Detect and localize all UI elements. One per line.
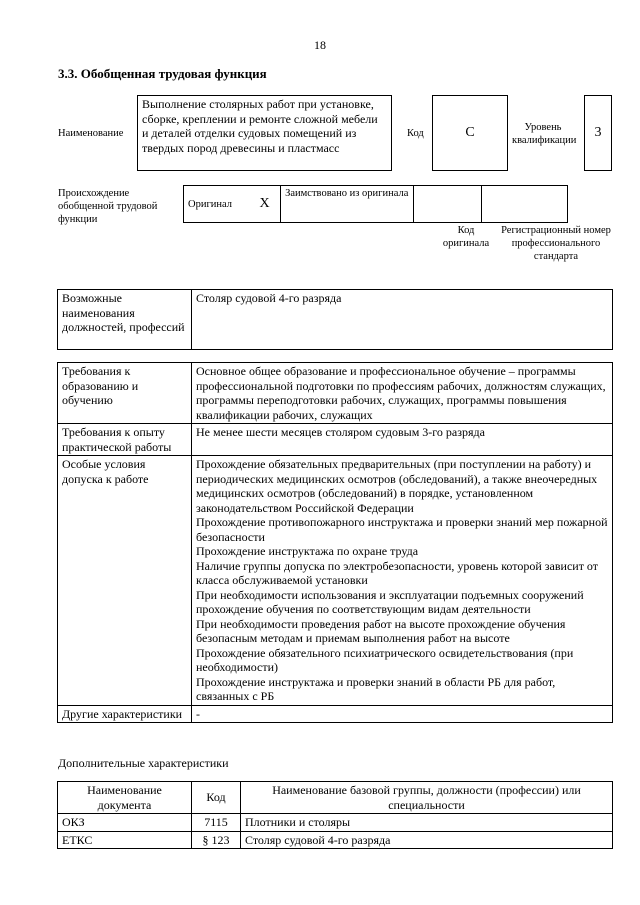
requirement-value — [192, 363, 613, 424]
requirement-line: Прохождение инструктажа и проверки знаний в области РБ для работ, связанных с РБ — [196, 674, 556, 703]
code-cell: § 123 — [192, 831, 241, 849]
requirement-line: Прохождение обязательного психиатрического освидетельствования (при необходимости) — [196, 645, 574, 674]
original-mark: X — [259, 195, 270, 211]
reg-number-cell — [482, 186, 568, 223]
table-row — [58, 831, 613, 849]
positions-label: Возможные наименования должностей, профессий — [62, 291, 185, 334]
level-box — [584, 95, 612, 171]
function-name: Выполнение столярных работ при установке, сборке, креплении и ремонте сложной мебели и деталей отделки судовых помещений из твердых пород древесины и пластмасс — [142, 97, 378, 155]
table-row — [58, 363, 613, 424]
code-cell: 7115 — [192, 814, 241, 832]
requirement-line: Прохождение инструктажа по охране труда — [196, 544, 419, 558]
table-row — [58, 424, 613, 456]
positions-value-cell — [192, 290, 613, 350]
requirement-line: Не менее шести месяцев столяром судовым 3-го разряда — [196, 425, 485, 439]
doc-cell: ОКЗ — [58, 814, 192, 832]
requirement-label: Требования к опыту практической работы — [58, 424, 192, 456]
column-header: Код — [192, 782, 241, 814]
positions-label-cell — [58, 290, 192, 350]
name-cell: Плотники и столяры — [241, 814, 613, 832]
requirement-label: Требования к образованию и обучению — [58, 363, 192, 424]
original-mark-cell — [249, 186, 281, 223]
positions-table — [57, 289, 613, 350]
requirement-value — [192, 456, 613, 706]
requirement-line: - — [196, 706, 200, 721]
code-value: C — [465, 125, 475, 140]
table-row — [58, 814, 613, 832]
function-name-box — [137, 95, 392, 171]
requirement-value — [192, 705, 613, 723]
level-label: Уровень квалификации — [512, 122, 577, 146]
doc-cell: ЕТКС — [58, 831, 192, 849]
requirement-line: Прохождение обязательных предварительных (при поступлении на работу) и периодических медицинских осмотров (обследований), а также внеочередных медицинских осмотров (обследований) в порядке, установленном законодательством Российской Федерации — [196, 457, 598, 515]
borrowed-label: Заимствовано из оригинала — [285, 188, 409, 199]
positions-value: Столяр судовой 4-го разряда — [196, 291, 342, 305]
requirement-value — [192, 424, 613, 456]
reg-number-label: Регистрационный номер профессионального стандарта — [501, 225, 611, 262]
requirement-line: При необходимости использования и эксплуатации подъемных сооружений прохождение обучения по соответствующим видам деятельности — [196, 587, 584, 616]
borrowed-cell — [281, 186, 414, 223]
requirement-line: Наличие группы допуска по электробезопасности, уровень которой зависит от класса обслуживаемой установки — [196, 558, 599, 587]
origin-table — [183, 185, 568, 223]
original-label-cell — [184, 186, 250, 223]
code-original-cell — [413, 186, 482, 223]
section-title: 3.3. Обобщенная трудовая функция — [58, 66, 267, 81]
code-box — [432, 95, 508, 171]
table-row — [58, 705, 613, 723]
name-cell: Столяр судовой 4-го разряда — [241, 831, 613, 849]
requirement-line: Основное общее образование и профессиональное обучение – программы профессиональной подготовки по профессиям рабочих, должностям служащих, программы переподготовки рабочих, служащих, программы повышения квалификации рабочих, служащих — [196, 364, 606, 422]
table-header-row — [58, 782, 613, 814]
requirements-table — [57, 362, 613, 723]
table-row — [58, 456, 613, 706]
page-number: 18 — [314, 38, 326, 52]
name-label: Наименование — [58, 128, 124, 139]
level-value: 3 — [594, 125, 602, 140]
requirement-label: Особые условия допуска к работе — [58, 456, 192, 706]
code-original-label: Код оригинала — [442, 225, 490, 249]
origin-label: Происхождение обобщенной трудовой функции — [58, 188, 158, 225]
additional-title: Дополнительные характеристики — [58, 756, 229, 770]
code-label: Код — [407, 128, 424, 139]
requirement-line: При необходимости проведения работ на высоте прохождение обучения безопасным методам и приемам выполнения работ на высоте — [196, 616, 566, 645]
column-header: Наименование документа — [58, 782, 192, 814]
additional-table — [57, 781, 613, 849]
requirement-line: Прохождение противопожарного инструктажа и проверки знаний мер пожарной безопасности — [196, 515, 608, 544]
requirement-label: Другие характеристики — [58, 705, 192, 723]
column-header: Наименование базовой группы, должности (профессии) или специальности — [241, 782, 613, 814]
original-label: Оригинал — [188, 198, 232, 210]
